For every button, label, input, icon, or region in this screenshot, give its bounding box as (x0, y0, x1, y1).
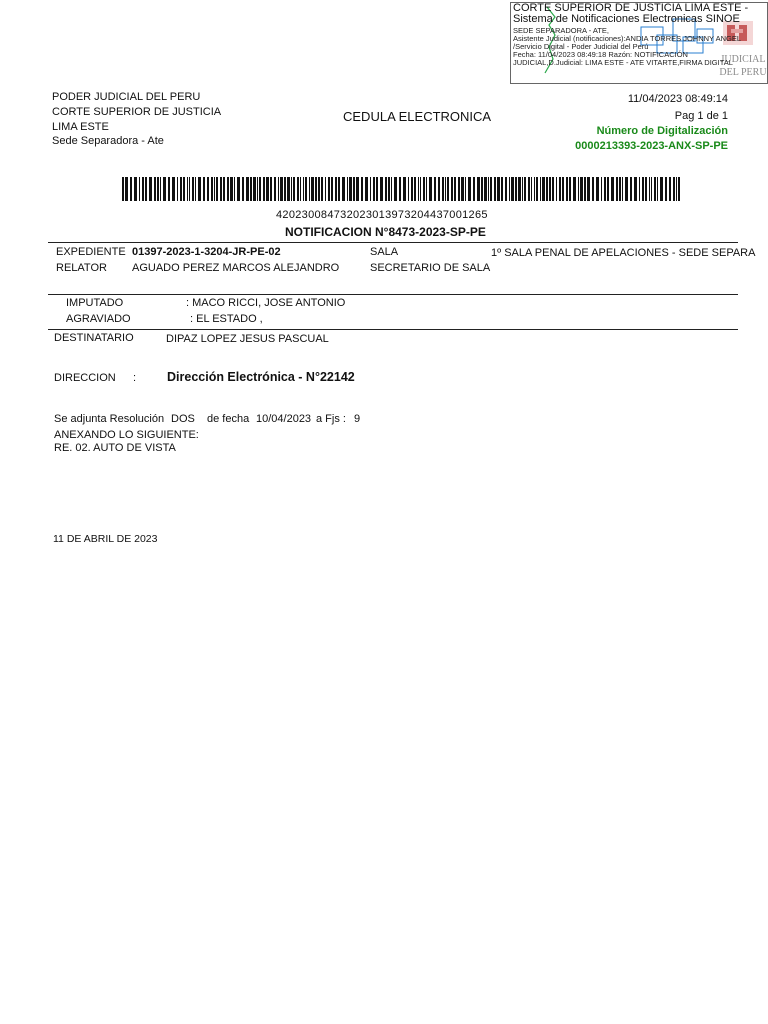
barcode-bar (237, 177, 240, 201)
barcode-bar (549, 177, 551, 201)
barcode-bar (616, 177, 618, 201)
stamp-line-4: Asistente Judicial (notificaciones):ANDIA TORRES JOHNNY ANGEL (513, 34, 742, 43)
barcode-bar (300, 177, 301, 201)
barcode-bar (270, 177, 272, 201)
barcode-bar (534, 177, 535, 201)
barcode-bar (673, 177, 675, 201)
barcode-bar (540, 177, 541, 201)
barcode-bar (376, 177, 378, 201)
barcode-bar (505, 177, 507, 201)
barcode-bar (125, 177, 128, 201)
barcode-bar (303, 177, 304, 201)
barcode-bar (657, 177, 658, 201)
stamp-line-5: /Servicio Digital - Poder Judicial del Perú (513, 42, 649, 51)
barcode-bar (592, 177, 594, 201)
barcode-bar (305, 177, 307, 201)
barcode-bar (335, 177, 337, 201)
barcode-image (122, 177, 682, 201)
barcode-bar (451, 177, 453, 201)
org-court: CORTE SUPERIOR DE JUSTICIA (52, 106, 222, 118)
barcode-bar (522, 177, 523, 201)
adjunta-text: Se adjunta Resolución (54, 413, 165, 425)
barcode-bar (325, 177, 326, 201)
barcode-bar (645, 177, 647, 201)
secretario-label: SECRETARIO DE SALA (370, 262, 491, 274)
barcode-bar (154, 177, 156, 201)
barcode-bar (195, 177, 196, 201)
barcode-bar (524, 177, 526, 201)
barcode-bar (660, 177, 663, 201)
digitization-number: 0000213393-2023-ANX-SP-PE (575, 140, 728, 152)
barcode-bar (216, 177, 218, 201)
barcode-bar (403, 177, 406, 201)
barcode-bar (420, 177, 421, 201)
barcode-bar (342, 177, 345, 201)
barcode-bar (518, 177, 521, 201)
destinatario-value: DIPAZ LOPEZ JESUS PASCUAL (166, 333, 329, 345)
barcode-bar (347, 177, 348, 201)
barcode-bar (601, 177, 602, 201)
barcode-bar (429, 177, 432, 201)
barcode-bar (678, 177, 680, 201)
barcode-bar (511, 177, 514, 201)
divider-parties-top (48, 294, 738, 295)
barcode-bar (134, 177, 137, 201)
expediente-label: EXPEDIENTE (56, 246, 126, 258)
barcode-bar (259, 177, 261, 201)
barcode-bar (488, 177, 489, 201)
document-date: 11 DE ABRIL DE 2023 (53, 533, 158, 545)
barcode-bar (546, 177, 548, 201)
barcode-bar (399, 177, 401, 201)
issue-datetime: 11/04/2023 08:49:14 (627, 93, 728, 105)
barcode-bar (622, 177, 623, 201)
barcode-bar (321, 177, 323, 201)
barcode-bar (257, 177, 258, 201)
barcode-bar (461, 177, 464, 201)
barcode-bar (414, 177, 416, 201)
barcode-bar (274, 177, 276, 201)
anexo-item: RE. 02. AUTO DE VISTA (54, 442, 176, 454)
barcode-bar (630, 177, 632, 201)
org-name: PODER JUDICIAL DEL PERU (52, 91, 201, 103)
stamp-line-7: JUDICIAL,D.Judicial: LIMA ESTE - ATE VITARTE,FIRMA DIGITAL (513, 58, 733, 67)
barcode-bar (408, 177, 409, 201)
barcode-bar (172, 177, 175, 201)
barcode-bar (223, 177, 225, 201)
relator-value: AGUADO PEREZ MARCOS ALEJANDRO (132, 262, 340, 274)
barcode-bar (318, 177, 320, 201)
barcode-bar (642, 177, 644, 201)
barcode-bar (676, 177, 677, 201)
digital-signature-stamp (510, 2, 768, 84)
barcode-bar (578, 177, 579, 201)
barcode-bar (361, 177, 363, 201)
barcode-bar (353, 177, 355, 201)
barcode-bar (490, 177, 492, 201)
barcode-bar (442, 177, 444, 201)
expediente-value: 01397-2023-1-3204-JR-PE-02 (132, 246, 281, 258)
barcode-bar (651, 177, 652, 201)
divider-top (48, 242, 738, 243)
barcode-bar (426, 177, 427, 201)
resolucion-date: 10/04/2023 (256, 413, 312, 425)
direccion-label: DIRECCION (54, 372, 116, 384)
barcode-bar (542, 177, 545, 201)
barcode-bar (458, 177, 460, 201)
barcode-bar (187, 177, 188, 201)
barcode-bar (214, 177, 215, 201)
barcode-bar (411, 177, 413, 201)
barcode-bar (380, 177, 383, 201)
barcode-bar (665, 177, 667, 201)
logo-lettering: JUDICIAL DEL PERU (719, 54, 767, 78)
barcode-bar (192, 177, 194, 201)
barcode-bar (122, 177, 124, 201)
barcode-bar (263, 177, 265, 201)
barcode-bar (130, 177, 132, 201)
barcode-bar (484, 177, 487, 201)
barcode-bar (611, 177, 614, 201)
barcode-bar (531, 177, 532, 201)
barcode-bar (142, 177, 144, 201)
digitization-label: Número de Digitalización (596, 125, 728, 137)
barcode-bar (297, 177, 299, 201)
fojas-label: a Fjs : (316, 413, 346, 425)
barcode-bar (328, 177, 330, 201)
barcode-bar (515, 177, 517, 201)
barcode-bar (494, 177, 496, 201)
barcode-bar (189, 177, 190, 201)
barcode-bar (163, 177, 166, 201)
barcode-bar (287, 177, 290, 201)
barcode-bar (203, 177, 205, 201)
barcode-bar (566, 177, 568, 201)
barcode-bar (157, 177, 159, 201)
barcode-bar (139, 177, 140, 201)
barcode-bar (338, 177, 340, 201)
barcode-bar (573, 177, 576, 201)
barcode-bar (160, 177, 161, 201)
barcode-bar (556, 177, 557, 201)
barcode-number: 420230084732023013973204437001265 (276, 209, 488, 221)
barcode-bar (445, 177, 446, 201)
barcode-bar (509, 177, 510, 201)
barcode-bar (438, 177, 440, 201)
barcode-bar (596, 177, 599, 201)
barcode-bar (198, 177, 201, 201)
barcode-bar (331, 177, 333, 201)
page-indicator: Pag 1 de 1 (674, 110, 728, 122)
barcode-bar (183, 177, 185, 201)
barcode-bar (250, 177, 252, 201)
stamp-line-1: CORTE SUPERIOR DE JUSTICIA LIMA ESTE - (513, 2, 749, 14)
barcode-bar (211, 177, 213, 201)
barcode-bar (569, 177, 571, 201)
org-district: LIMA ESTE (52, 121, 109, 133)
destinatario-label: DESTINATARIO (54, 332, 134, 344)
barcode-bar (385, 177, 387, 201)
divider-parties-bottom (48, 329, 738, 330)
barcode-bar (634, 177, 637, 201)
barcode-bar (501, 177, 503, 201)
direccion-colon: : (133, 372, 137, 384)
barcode-bar (604, 177, 606, 201)
notification-title: NOTIFICACION N°8473-2023-SP-PE (285, 225, 486, 239)
barcode-bar (168, 177, 170, 201)
barcode-bar (388, 177, 390, 201)
barcode-bar (365, 177, 368, 201)
barcode-bar (253, 177, 256, 201)
stamp-line-6: Fecha: 11/04/2023 08:49:18 Razón: NOTIFICACIÓN (513, 50, 688, 59)
barcode-bar (639, 177, 640, 201)
relator-label: RELATOR (56, 262, 107, 274)
barcode-bar (559, 177, 561, 201)
barcode-bar (177, 177, 178, 201)
barcode-bar (370, 177, 371, 201)
barcode-bar (356, 177, 359, 201)
fecha-label: de fecha (207, 413, 250, 425)
agraviado-value: : EL ESTADO , (190, 313, 263, 325)
barcode-bar (278, 177, 279, 201)
barcode-bar (481, 177, 483, 201)
document-title: CEDULA ELECTRONICA (343, 109, 492, 124)
barcode-bar (309, 177, 310, 201)
barcode-bar (145, 177, 147, 201)
barcode-bar (227, 177, 229, 201)
barcode-bar (587, 177, 590, 201)
barcode-bar (280, 177, 283, 201)
barcode-bar (473, 177, 475, 201)
resolucion-number: DOS (171, 413, 195, 425)
barcode-bar (418, 177, 419, 201)
direccion-value: Dirección Electrónica - N°22142 (167, 370, 355, 384)
barcode-bar (373, 177, 375, 201)
barcode-bar (447, 177, 449, 201)
barcode-bar (669, 177, 671, 201)
barcode-bar (149, 177, 152, 201)
barcode-bar (291, 177, 292, 201)
barcode-bar (497, 177, 500, 201)
sala-value: 1º SALA PENAL DE APELACIONES - SEDE SEPARA (491, 247, 756, 259)
barcode-bar (266, 177, 269, 201)
barcode-bar (315, 177, 317, 201)
barcode-bar (293, 177, 295, 201)
barcode-bar (625, 177, 628, 201)
barcode-bar (468, 177, 471, 201)
barcode-bar (580, 177, 583, 201)
imputado-label: IMPUTADO (66, 297, 124, 309)
barcode-bar (454, 177, 456, 201)
agraviado-label: AGRAVIADO (66, 313, 131, 325)
barcode-bar (207, 177, 209, 201)
barcode-bar (552, 177, 554, 201)
stamp-line-3: SEDE SEPARADORA - ATE, (513, 26, 609, 35)
barcode-bar (242, 177, 244, 201)
barcode-bar (220, 177, 222, 201)
barcode-bar (349, 177, 352, 201)
imputado-value: : MACO RICCI, JOSE ANTONIO (186, 297, 346, 309)
barcode-bar (394, 177, 397, 201)
barcode-bar (584, 177, 586, 201)
barcode-bar (391, 177, 392, 201)
barcode-bar (619, 177, 621, 201)
barcode-bar (607, 177, 609, 201)
barcode-bar (528, 177, 530, 201)
barcode-bar (562, 177, 564, 201)
barcode-bar (311, 177, 314, 201)
barcode-bar (536, 177, 538, 201)
barcode-bar (423, 177, 425, 201)
barcode-bar (649, 177, 650, 201)
barcode-bar (465, 177, 466, 201)
barcode-bar (180, 177, 182, 201)
barcode-bar (284, 177, 286, 201)
barcode-bar (234, 177, 235, 201)
fojas-value: 9 (354, 413, 361, 425)
barcode-bar (477, 177, 480, 201)
barcode-bar (654, 177, 656, 201)
org-seat: Sede Separadora - Ate (52, 135, 164, 147)
sala-label: SALA (370, 246, 399, 258)
anexando-label: ANEXANDO LO SIGUIENTE: (54, 429, 199, 441)
barcode-bar (434, 177, 436, 201)
barcode-bar (230, 177, 233, 201)
stamp-line-2: Sistema de Notificaciones Electronicas SINOE (513, 13, 740, 25)
barcode-bar (246, 177, 249, 201)
